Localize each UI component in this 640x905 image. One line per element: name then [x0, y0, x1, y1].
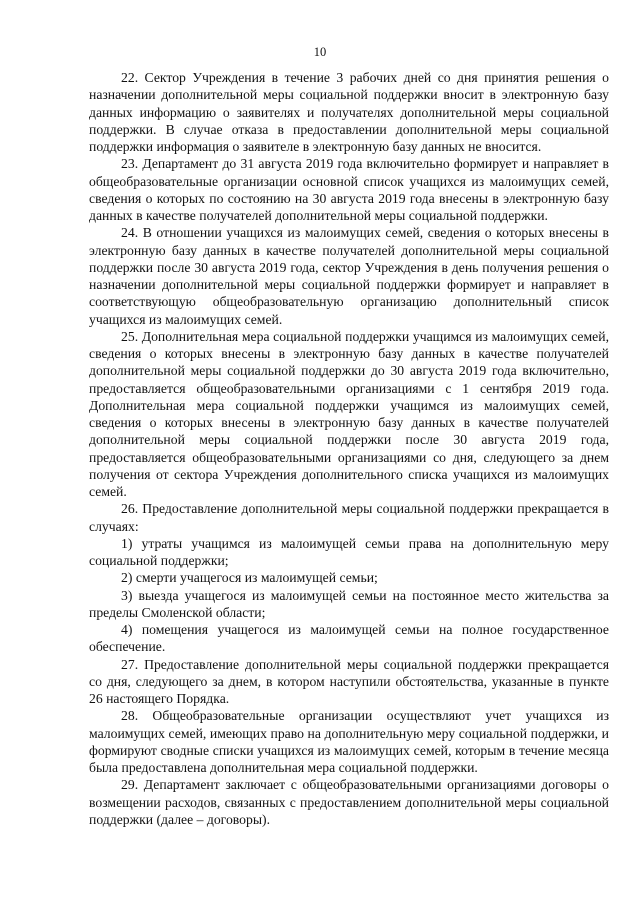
paragraph-23: 23. Департамент до 31 августа 2019 года включительно формирует и направляет в общеобразовательные организации основной список учащихся из малоимущих семей, сведения о которых по состоянию на 30 августа 2019 года внесены в электронную базу данных в качестве получателей дополнительной меры социальной поддержки.: [89, 156, 609, 223]
paragraph-28: 28. Общеобразовательные организации осуществляют учет учащихся из малоимущих семей, имеющих право на дополнительную меру социальной поддержки, и формируют сводные списки учащихся из малоимущих семей, которым в течение месяца была предоставлена дополнительная мера социальной поддержки.: [89, 708, 609, 775]
list-item-26-4: 4) помещения учащегося из малоимущей семьи на полное государственное обеспечение.: [89, 622, 609, 655]
list-item-26-2: 2) смерти учащегося из малоимущей семьи;: [121, 570, 378, 586]
paragraph-26: 26. Предоставление дополнительной меры социальной поддержки прекращается в случаях:: [89, 501, 609, 534]
paragraph-22: 22. Сектор Учреждения в течение 3 рабочих дней со дня принятия решения о назначении дополнительной меры социальной поддержки вносит в электронную базу данных информацию о заявителях и получателях дополнительной меры социальной поддержки. В случае отказа в предоставлении дополнительной меры социальной поддержки информация о заявителе в электронную базу данных не вносится.: [89, 70, 609, 154]
paragraph-25: 25. Дополнительная мера социальной поддержки учащимся из малоимущих семей, сведения о которых внесены в электронную базу данных в качестве получателей дополнительной меры социальной поддержки до 30 августа 2019 года включительно, предоставляется общеобразовательными организациями с 1 сентября 2019 года. Дополнительная мера социальной поддержки учащимся из малоимущих семей, сведения о которых внесены в электронную базу данных в качестве получателей дополнительной меры социальной поддержки после 30 августа 2019 года, предоставляется общеобразовательными организациями со дня, следующего за днем получения от сектора Учреждения дополнительного списка учащихся из малоимущих семей.: [89, 328, 609, 499]
list-item-26-1: 1) утраты учащимся из малоимущей семьи права на дополнительную меру социальной поддержки;: [89, 535, 609, 568]
page-number: 10: [313, 45, 327, 59]
list-item-26-3: 3) выезда учащегося из малоимущей семьи на постоянное место жительства за пределы Смоленской области;: [89, 587, 609, 620]
paragraph-27: 27. Предоставление дополнительной меры социальной поддержки прекращается со дня, следующего за днем, в котором наступили обстоятельства, указанные в пункте 26 настоящего Порядка.: [89, 656, 609, 706]
paragraph-29: 29. Департамент заключает с общеобразовательными организациями договоры о возмещении расходов, связанных с предоставлением дополнительной меры социальной поддержки (далее – договоры).: [89, 777, 609, 827]
document-body: [89, 69, 609, 828]
paragraph-24: 24. В отношении учащихся из малоимущих семей, сведения о которых внесены в электронную базу данных в качестве получателей дополнительной меры социальной поддержки после 30 августа 2019 года, сектор Учреждения в день получения решения о назначении дополнительной меры социальной поддержки формирует и направляет в соответствующую общеобразовательную организацию дополнительный список учащихся из малоимущих семей.: [89, 225, 609, 327]
